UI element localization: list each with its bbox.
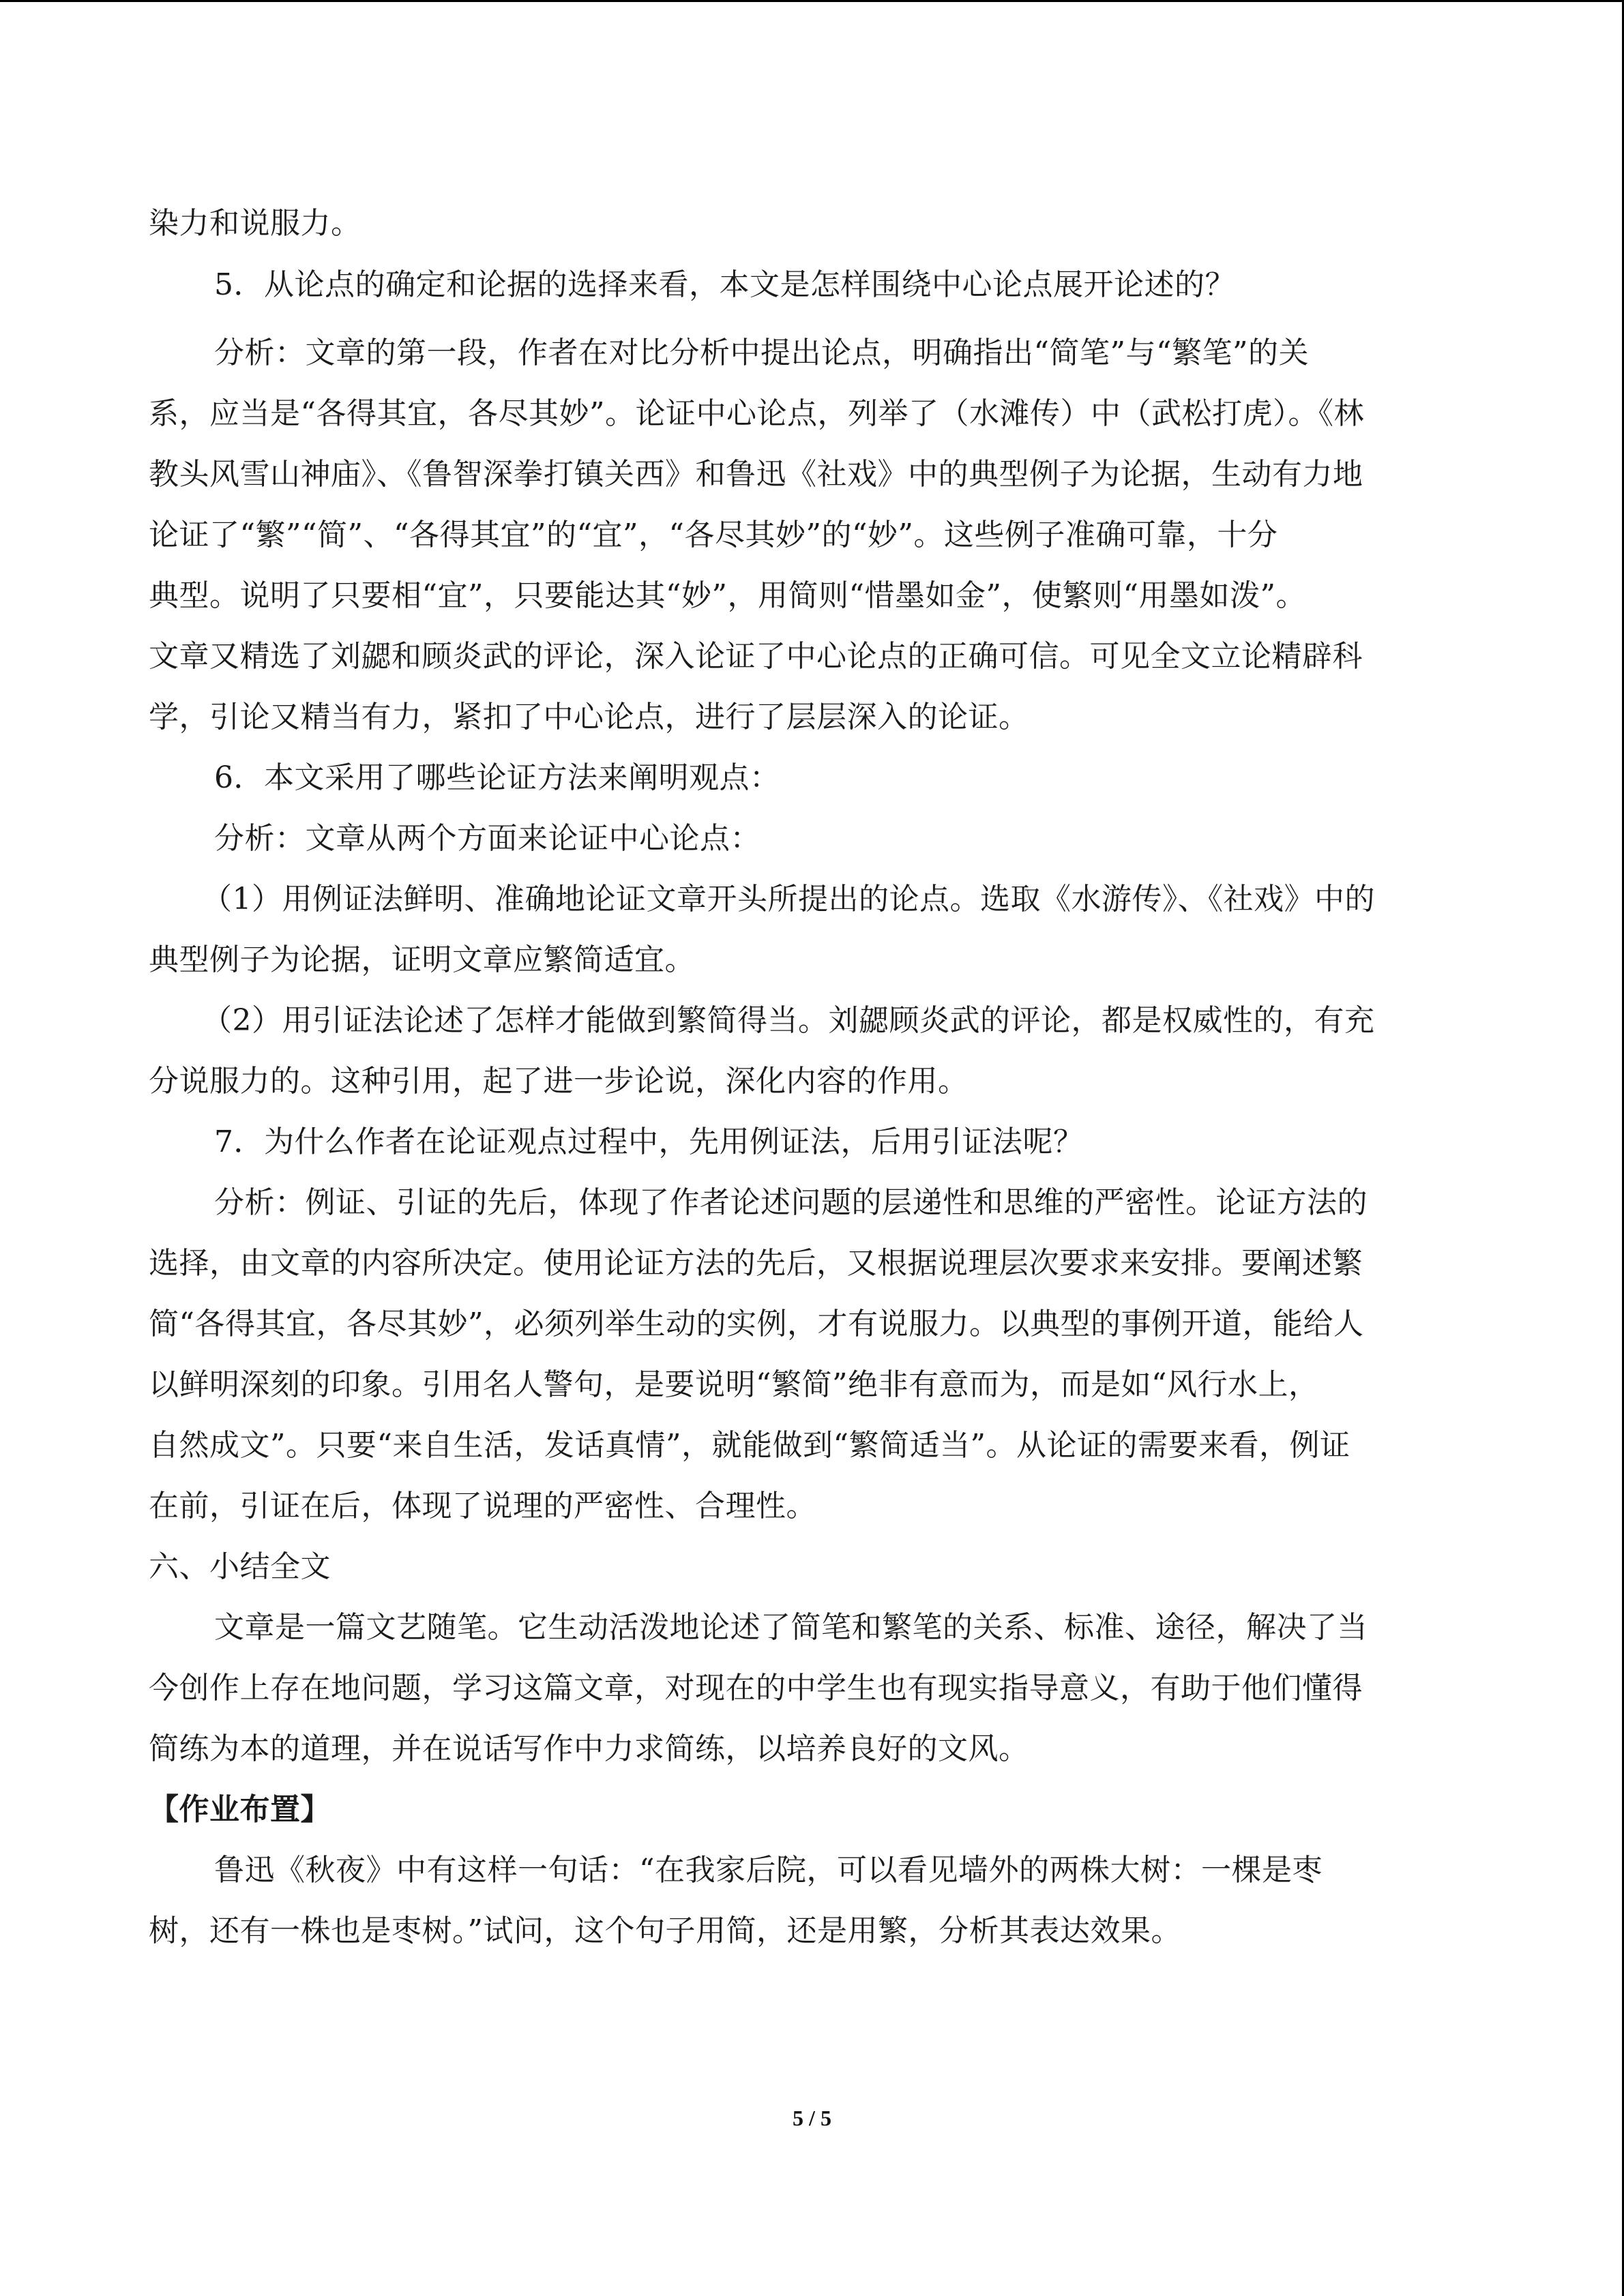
analysis-line: 系，应当是“各得其宜，各尽其妙”。论证中心论点，列举了（水滩传）中（武松打虎）。《林 <box>149 396 1364 431</box>
analysis-line: 自然成文”。只要“来自生活，发话真情”，就能做到“繁简适当”。从论证的需要来看，例证 <box>149 1428 1350 1463</box>
analysis-line: 在前，引证在后，体现了说理的严密性、合理性。 <box>149 1489 816 1523</box>
analysis-line: 以鲜明深刻的印象。引用名人警句，是要说明“繁简”绝非有意而为，而是如“风行水上， <box>149 1367 1319 1402</box>
point-1-line: （1）用例证法鲜明、准确地论证文章开头所提出的论点。选取《水游传》、《社戏》中的 <box>202 882 1375 916</box>
question-7: 7．为什么作者在论证观点过程中，先用例证法，后用引证法呢？ <box>214 1124 1084 1159</box>
analysis-line: 简“各得其宜，各尽其妙”，必须列举生动的实例，才有说服力。以典型的事例开道，能给人 <box>149 1307 1364 1341</box>
analysis-line: 论证了“繁”“简”、“各得其宜”的“宜”，“各尽其妙”的“妙”。这些例子准确可靠，十分 <box>149 518 1278 552</box>
homework-line: 鲁迅《秋夜》中有这样一句话：“在我家后院，可以看见墙外的两株大树：一棵是枣 <box>214 1853 1323 1888</box>
summary-line: 简练为本的道理，并在说话写作中力求简练，以培养良好的文风。 <box>149 1731 1029 1766</box>
point-2-line: （2）用引证法论述了怎样才能做到繁简得当。刘勰顾炎武的评论，都是权威性的，有充 <box>202 1003 1375 1038</box>
analysis-line: 分析：文章的第一段，作者在对比分析中提出论点，明确指出“简笔”与“繁笔”的关 <box>214 336 1309 370</box>
page-border-top <box>0 0 1624 2</box>
analysis-line: 分析：文章从两个方面来论证中心论点： <box>214 821 761 856</box>
point-1-line: 典型例子为论据，证明文章应繁简适宜。 <box>149 942 695 977</box>
point-2-line: 分说服力的。这种引用，起了进一步论说，深化内容的作用。 <box>149 1064 969 1099</box>
analysis-line: 教头风雪山神庙》、《鲁智深拳打镇关西》和鲁迅《社戏》中的典型例子为论据，生动有力地 <box>149 457 1363 492</box>
homework-line: 树，还有一株也是枣树。”试问，这个句子用简，还是用繁，分析其表达效果。 <box>149 1913 1181 1948</box>
analysis-line: 典型。说明了只要相“宜”，只要能达其“妙”，用简则“惜墨如金”，使繁则“用墨如泼”。 <box>149 578 1306 613</box>
question-6: 6．本文采用了哪些论证方法来阐明观点： <box>214 760 780 795</box>
summary-line: 文章是一篇文艺随笔。它生动活泼地论述了简笔和繁笔的关系、标准、途径，解决了当 <box>214 1610 1368 1645</box>
paragraph-line: 染力和说服力。 <box>149 206 361 241</box>
page-number: 5 / 5 <box>793 2106 831 2130</box>
homework-heading: 【作业布置】 <box>149 1792 331 1827</box>
analysis-line: 分析：例证、引证的先后，体现了作者论述问题的层递性和思维的严密性。论证方法的 <box>214 1185 1368 1220</box>
section-heading: 六、小结全文 <box>149 1549 331 1584</box>
summary-line: 今创作上存在地问题，学习这篇文章，对现在的中学生也有现实指导意义，有助于他们懂得 <box>149 1671 1363 1705</box>
analysis-line: 文章又精选了刘勰和顾炎武的评论，深入论证了中心论点的正确可信。可见全文立论精辟科 <box>149 639 1363 674</box>
analysis-line: 选择，由文章的内容所决定。使用论证方法的先后，又根据说理层次要求来安排。要阐述繁 <box>149 1246 1363 1281</box>
question-5: 5．从论点的确定和论据的选择来看，本文是怎样围绕中心论点展开论述的？ <box>214 267 1235 302</box>
analysis-line: 学，引论又精当有力，紧扣了中心论点，进行了层层深入的论证。 <box>149 700 1029 734</box>
